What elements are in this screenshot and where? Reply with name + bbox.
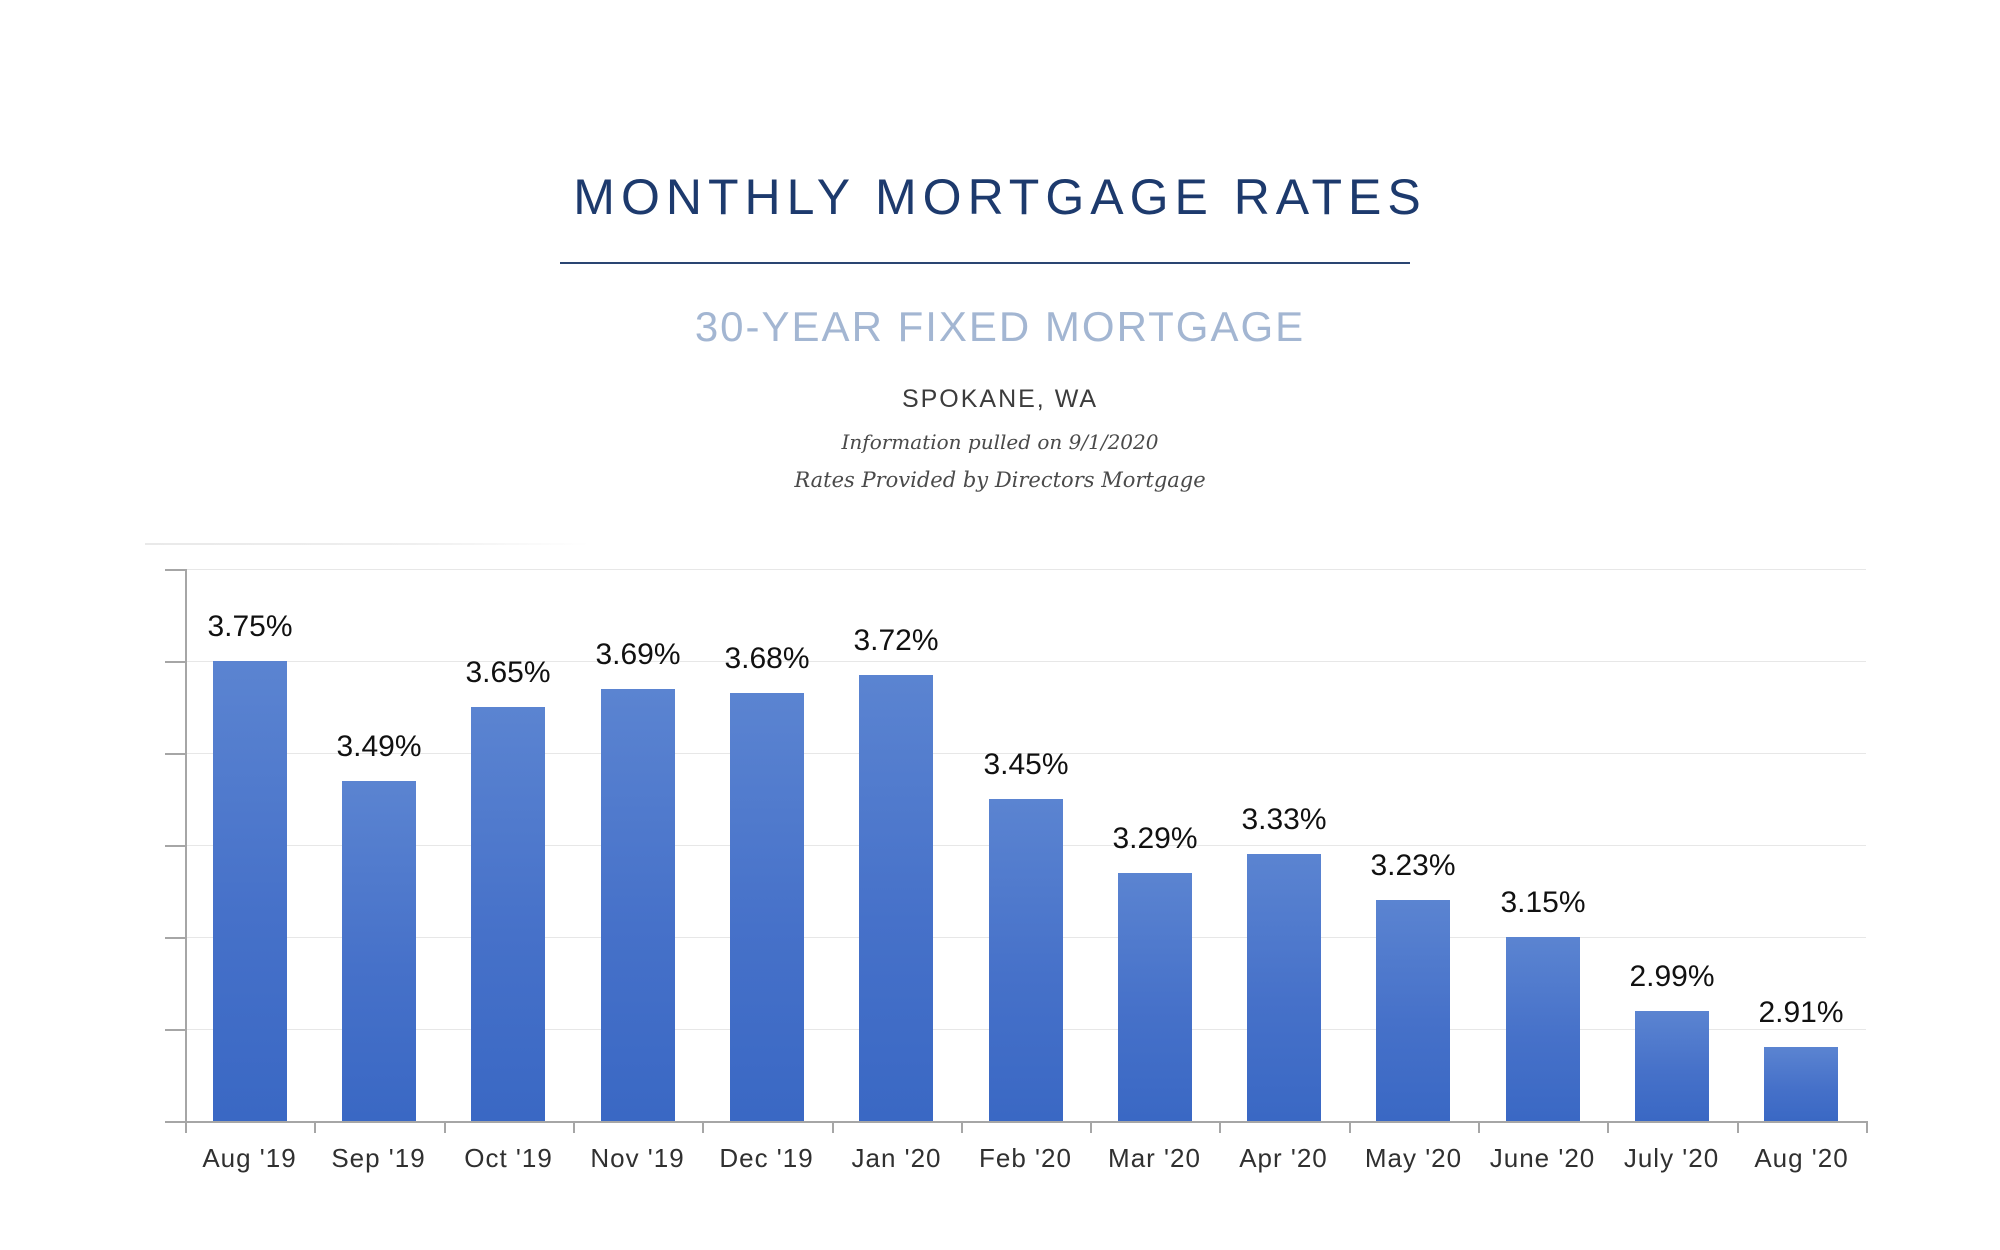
page-title: MONTHLY MORTGAGE RATES <box>573 169 1427 225</box>
bar-value-label: 3.15% <box>1500 886 1586 919</box>
y-axis-tick <box>165 753 185 755</box>
x-axis-label: Apr '20 <box>1239 1143 1328 1173</box>
x-axis-tick <box>444 1121 446 1133</box>
x-axis-tick <box>1607 1121 1609 1133</box>
y-axis-line <box>185 569 187 1131</box>
x-axis-label: Feb '20 <box>979 1143 1072 1173</box>
y-axis-tick <box>165 845 185 847</box>
location-label: SPOKANE, WA <box>901 385 1099 413</box>
bar-value-label: 3.75% <box>207 610 293 643</box>
bar-value-label: 3.33% <box>1241 803 1327 836</box>
x-axis-tick <box>961 1121 963 1133</box>
x-axis-tick <box>314 1121 316 1133</box>
bar-value-label: 2.91% <box>1758 996 1844 1029</box>
x-axis-label: Dec '19 <box>719 1143 814 1173</box>
bar <box>1247 854 1321 1121</box>
bar <box>1118 873 1192 1121</box>
bar-value-label: 3.29% <box>1112 822 1198 855</box>
bar <box>989 799 1063 1121</box>
y-axis-tick <box>165 661 185 663</box>
x-axis-line <box>185 1121 1866 1123</box>
x-axis-tick <box>1737 1121 1739 1133</box>
x-axis-tick <box>1090 1121 1092 1133</box>
bar-value-label: 3.23% <box>1370 849 1456 882</box>
x-axis-tick <box>185 1121 187 1133</box>
bar-value-label: 3.68% <box>724 642 810 675</box>
x-axis-tick <box>573 1121 575 1133</box>
x-axis-tick <box>1478 1121 1480 1133</box>
x-axis-tick <box>1866 1121 1868 1133</box>
y-axis-tick <box>165 569 185 571</box>
bar <box>342 781 416 1121</box>
bar <box>471 707 545 1121</box>
x-axis-tick <box>1219 1121 1221 1133</box>
x-axis-label: June '20 <box>1489 1143 1596 1173</box>
bar <box>601 689 675 1121</box>
x-axis-label: Nov '19 <box>590 1143 685 1173</box>
bar <box>1376 900 1450 1121</box>
y-axis-tick <box>165 1121 185 1123</box>
x-axis-label: Jan '20 <box>851 1143 942 1173</box>
chart-subtitle: 30-YEAR FIXED MORTGAGE <box>694 303 1306 350</box>
x-axis-label: July '20 <box>1623 1143 1720 1173</box>
info-pulled-note: Information pulled on 9/1/2020 <box>841 430 1159 454</box>
x-axis-label: Aug '19 <box>202 1143 297 1173</box>
x-axis-label: Mar '20 <box>1108 1143 1201 1173</box>
x-axis-tick <box>1349 1121 1351 1133</box>
bar-value-label: 2.99% <box>1629 960 1715 993</box>
bar <box>730 693 804 1121</box>
y-axis-tick <box>165 1029 185 1031</box>
bar <box>1635 1011 1709 1121</box>
gridline <box>185 569 1866 570</box>
x-axis-tick <box>702 1121 704 1133</box>
bar <box>1764 1047 1838 1121</box>
bar <box>213 661 287 1121</box>
bar <box>859 675 933 1121</box>
bar-value-label: 3.69% <box>595 638 681 671</box>
bar-value-label: 3.49% <box>336 730 422 763</box>
bar-value-label: 3.45% <box>983 748 1069 781</box>
bar-value-label: 3.65% <box>465 656 551 689</box>
x-axis-label: May '20 <box>1364 1143 1463 1173</box>
bar <box>1506 937 1580 1121</box>
x-axis-tick <box>832 1121 834 1133</box>
x-axis-label: Aug '20 <box>1754 1143 1849 1173</box>
x-axis-label: Sep '19 <box>331 1143 426 1173</box>
x-axis-label: Oct '19 <box>464 1143 553 1173</box>
bar-value-label: 3.72% <box>853 624 939 657</box>
y-axis-tick <box>165 937 185 939</box>
rates-provider-note: Rates Provided by Directors Mortgage <box>794 468 1206 492</box>
